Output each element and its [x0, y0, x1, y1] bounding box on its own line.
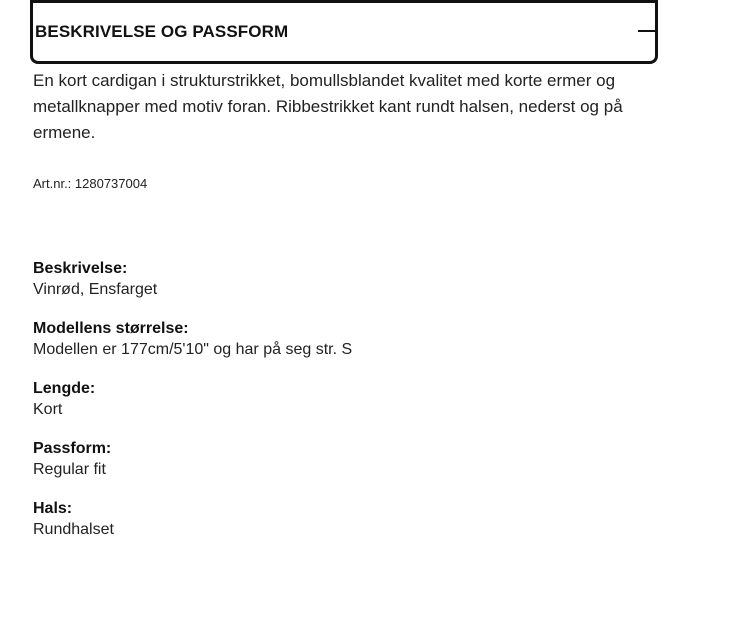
- accordion-header-description-fit[interactable]: [30, 0, 658, 64]
- detail-label: Beskrivelse:: [33, 260, 128, 277]
- detail-value: Vinrød, Ensfarget: [33, 281, 158, 298]
- detail-item-neckline: [33, 499, 673, 541]
- article-number: Art.nr.: 1280737004: [33, 176, 148, 191]
- detail-value: Modellen er 177cm/5'10" og har på seg str. S: [33, 341, 353, 358]
- detail-label: Hals:: [33, 500, 73, 517]
- detail-value: Regular fit: [33, 461, 106, 478]
- detail-label: Modellens størrelse:: [33, 320, 189, 337]
- detail-item-description: [33, 259, 673, 301]
- accordion-title: BESKRIVELSE OG PASSFORM: [35, 22, 289, 41]
- detail-item-length: [33, 379, 673, 421]
- detail-label: Passform:: [33, 440, 112, 457]
- detail-value: Kort: [33, 401, 63, 418]
- detail-label: Lengde:: [33, 380, 96, 397]
- detail-value: Rundhalset: [33, 521, 114, 538]
- detail-item-fit: [33, 439, 673, 481]
- minus-icon[interactable]: [638, 30, 658, 32]
- product-description: En kort cardigan i strukturstrikket, bomullsblandet kvalitet med korte ermer og metallknapper med motiv foran. Ribbestrikket kant rundt halsen, nederst og på ermene.: [33, 71, 623, 142]
- product-details-list: [33, 259, 673, 559]
- detail-item-model-size: [33, 319, 673, 361]
